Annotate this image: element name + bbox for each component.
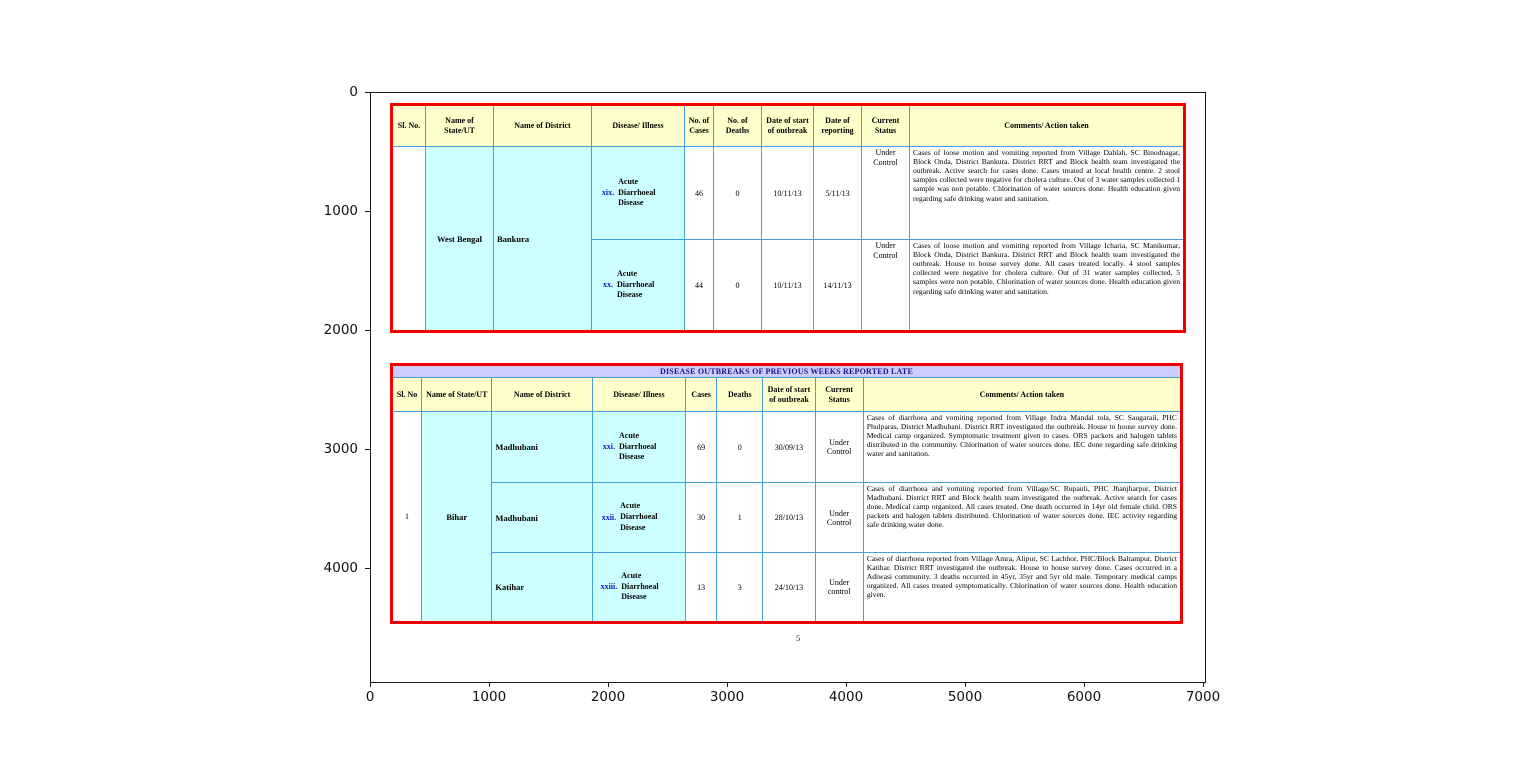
cell-cases: 44	[685, 240, 714, 332]
table-row	[392, 412, 1182, 483]
disease-roman-numeral: xxi.	[602, 442, 616, 452]
cell-cases: 13	[686, 553, 717, 623]
cell-district: Madhubani	[492, 412, 592, 483]
cell-disease	[592, 240, 685, 332]
col-header-cases: Cases	[686, 378, 717, 412]
col-header-district: Name of District	[494, 105, 592, 147]
col-header-disease: Disease/ Illness	[592, 105, 685, 147]
cell-status: Under Control	[862, 147, 910, 240]
table-row	[392, 147, 1185, 240]
cell-comments: Cases of diarrhoea reported from Village Amra, Alipur, SC Lachhor, PHC/Block Balrampur, District Katihar. District RRT investigated the outbreak. House to house survey done. Cases occurred in a Adiwasi community. 3 deaths occurred in 45yr, 35yr and 5yr old male. Temporary medical camps organized. All cases treated symptomatically. Chlorination of water sources done. Health education given.	[863, 553, 1181, 623]
y-tick-label: 0	[349, 84, 358, 100]
disease-roman-numeral: xx.	[603, 280, 613, 290]
disease-roman-numeral: xxii.	[601, 512, 617, 522]
cell-cases: 30	[686, 483, 717, 553]
x-tick-label: 7000	[1185, 689, 1221, 705]
disease-name: Acute Diarrhoeal Disease	[621, 570, 659, 602]
x-tick-mark	[846, 682, 847, 687]
table-header-row	[392, 105, 1185, 147]
cell-disease	[592, 553, 685, 623]
table-title: DISEASE OUTBREAKS OF PREVIOUS WEEKS REPORTED LATE	[392, 365, 1182, 378]
cell-start-date: 24/10/13	[763, 553, 815, 623]
table-title-row	[392, 365, 1182, 378]
cell-start-date: 10/11/13	[762, 240, 814, 332]
x-tick-label: 0	[365, 689, 375, 705]
col-header-cases: No. of Cases	[685, 105, 714, 147]
y-tick-mark	[365, 330, 370, 331]
cell-deaths: 3	[717, 553, 763, 623]
col-header-start-date: Date of start of outbreak	[762, 105, 814, 147]
disease-name: Acute Diarrhoeal Disease	[617, 268, 655, 300]
cell-disease	[592, 147, 685, 240]
cell-deaths: 0	[714, 240, 762, 332]
cell-start-date: 30/09/13	[763, 412, 815, 483]
table-header-row	[392, 378, 1182, 412]
disease-name: Acute Diarrhoeal Disease	[619, 430, 657, 462]
cell-district: Katihar	[492, 553, 592, 623]
col-header-disease: Disease/ Illness	[592, 378, 685, 412]
cell-deaths: 0	[717, 412, 763, 483]
outbreak-table-current	[390, 103, 1186, 333]
cell-deaths: 1	[717, 483, 763, 553]
disease-roman-numeral: xix.	[601, 188, 615, 198]
y-tick-mark	[365, 568, 370, 569]
cell-start-date: 28/10/13	[763, 483, 815, 553]
col-header-reporting-date: Date of reporting	[814, 105, 862, 147]
cell-disease	[592, 483, 685, 553]
x-tick-label: 1000	[471, 689, 507, 705]
cell-comments: Cases of loose motion and vomiting reported from Village Dahlah, SC Binodnagar, Block Onda, District Bankura. District RRT and Block health team investigated the outbreak. Active search for cases done. Cases treated at local health centre. 2 stool samples collected were negative for cholera culture. Out of 3 water samples collected 1 sample was non potable. Chlorination of water sources done. Health education given regarding safe drinking water and sanitation.	[910, 147, 1185, 240]
cell-cases: 69	[686, 412, 717, 483]
cell-sl-no: 1	[392, 412, 422, 623]
x-tick-mark	[489, 682, 490, 687]
x-tick-mark	[965, 682, 966, 687]
cell-status: Under Control	[862, 240, 910, 332]
cell-state: West Bengal	[426, 147, 494, 332]
disease-name: Acute Diarrhoeal Disease	[620, 501, 658, 532]
cell-deaths: 0	[714, 147, 762, 240]
page-number: 5	[796, 633, 801, 643]
col-header-state: Name of State/UT	[422, 378, 492, 412]
col-header-district: Name of District	[492, 378, 592, 412]
col-header-sl-no: Sl. No	[392, 378, 422, 412]
x-tick-mark	[1203, 682, 1204, 687]
cell-status: Under Control	[815, 483, 863, 553]
disease-roman-numeral: xxiii.	[600, 582, 618, 592]
col-header-deaths: Deaths	[717, 378, 763, 412]
disease-name: Acute Diarrhoeal Disease	[618, 176, 656, 208]
col-header-deaths: No. of Deaths	[714, 105, 762, 147]
y-tick-mark	[365, 449, 370, 450]
cell-state: Bihar	[422, 412, 492, 623]
cell-district: Bankura	[494, 147, 592, 332]
col-header-state: Name of State/UT	[426, 105, 494, 147]
x-tick-mark	[1084, 682, 1085, 687]
y-tick-label: 3000	[323, 441, 358, 457]
cell-comments: Cases of diarrhoea and vomiting reported from Village Indra Mandal tola, SC Saugarail, PHC Phulparas, District Madhubani. District RRT investigated the outbreak. House to house survey done. Medical camp organized. Symptomatic treatment given to cases. ORS packets and halogen tablets distributed in the community. Chlorination of water sources done. IEC done regarding safe drinking water and sanitation.	[863, 412, 1181, 483]
cell-disease	[592, 412, 685, 483]
col-header-comments: Comments/ Action taken	[863, 378, 1181, 412]
col-header-comments: Comments/ Action taken	[910, 105, 1185, 147]
cell-comments: Cases of loose motion and vomiting reported from Village Icharia, SC Manikumar, Block Onda, District Bankura. District RRT and Block health team investigated the outbreak. House to house survey done. All cases treated locally. 4 stool samples collected were negative for cholera culture. Out of 31 water samples collected, 5 samples were non potable. Chlorination of water sources done. Health education given regarding safe drinking water and sanitation.	[910, 240, 1185, 332]
x-tick-label: 4000	[828, 689, 864, 705]
cell-status: Under control	[815, 553, 863, 623]
x-tick-label: 2000	[590, 689, 626, 705]
y-tick-label: 2000	[323, 322, 358, 338]
outbreak-table-reported-late	[390, 363, 1183, 624]
col-header-start-date: Date of start of outbreak	[763, 378, 815, 412]
cell-cases: 46	[685, 147, 714, 240]
x-tick-label: 5000	[947, 689, 983, 705]
cell-reporting-date: 14/11/13	[814, 240, 862, 332]
y-tick-label: 4000	[323, 560, 358, 576]
y-tick-mark	[365, 92, 370, 93]
table-row	[392, 553, 1182, 623]
table-row	[392, 483, 1182, 553]
col-header-status: Current Status	[862, 105, 910, 147]
cell-status: Under Control	[815, 412, 863, 483]
x-tick-mark	[370, 682, 371, 687]
y-tick-label: 1000	[323, 203, 358, 219]
cell-sl-no	[392, 147, 426, 332]
cell-reporting-date: 5/11/13	[814, 147, 862, 240]
col-header-status: Current Status	[815, 378, 863, 412]
x-tick-mark	[608, 682, 609, 687]
cell-comments: Cases of diarrhoea and vomiting reported from Village/SC Rupauli, PHC Jhanjharpur, District Madhubani. District RRT and Block health team investigated the outbreak. Active search for cases done. Medical camp organized. All cases treated. One death occurred in 14yr old female child. ORS packets and halogen tablets distributed. Chlorination of water sources done. IEC activity regarding safe drinking water done.	[863, 483, 1181, 553]
x-tick-mark	[727, 682, 728, 687]
col-header-sl-no: Sl. No.	[392, 105, 426, 147]
y-tick-mark	[365, 211, 370, 212]
x-tick-label: 3000	[709, 689, 745, 705]
cell-district: Madhubani	[492, 483, 592, 553]
cell-start-date: 10/11/13	[762, 147, 814, 240]
x-tick-label: 6000	[1066, 689, 1102, 705]
